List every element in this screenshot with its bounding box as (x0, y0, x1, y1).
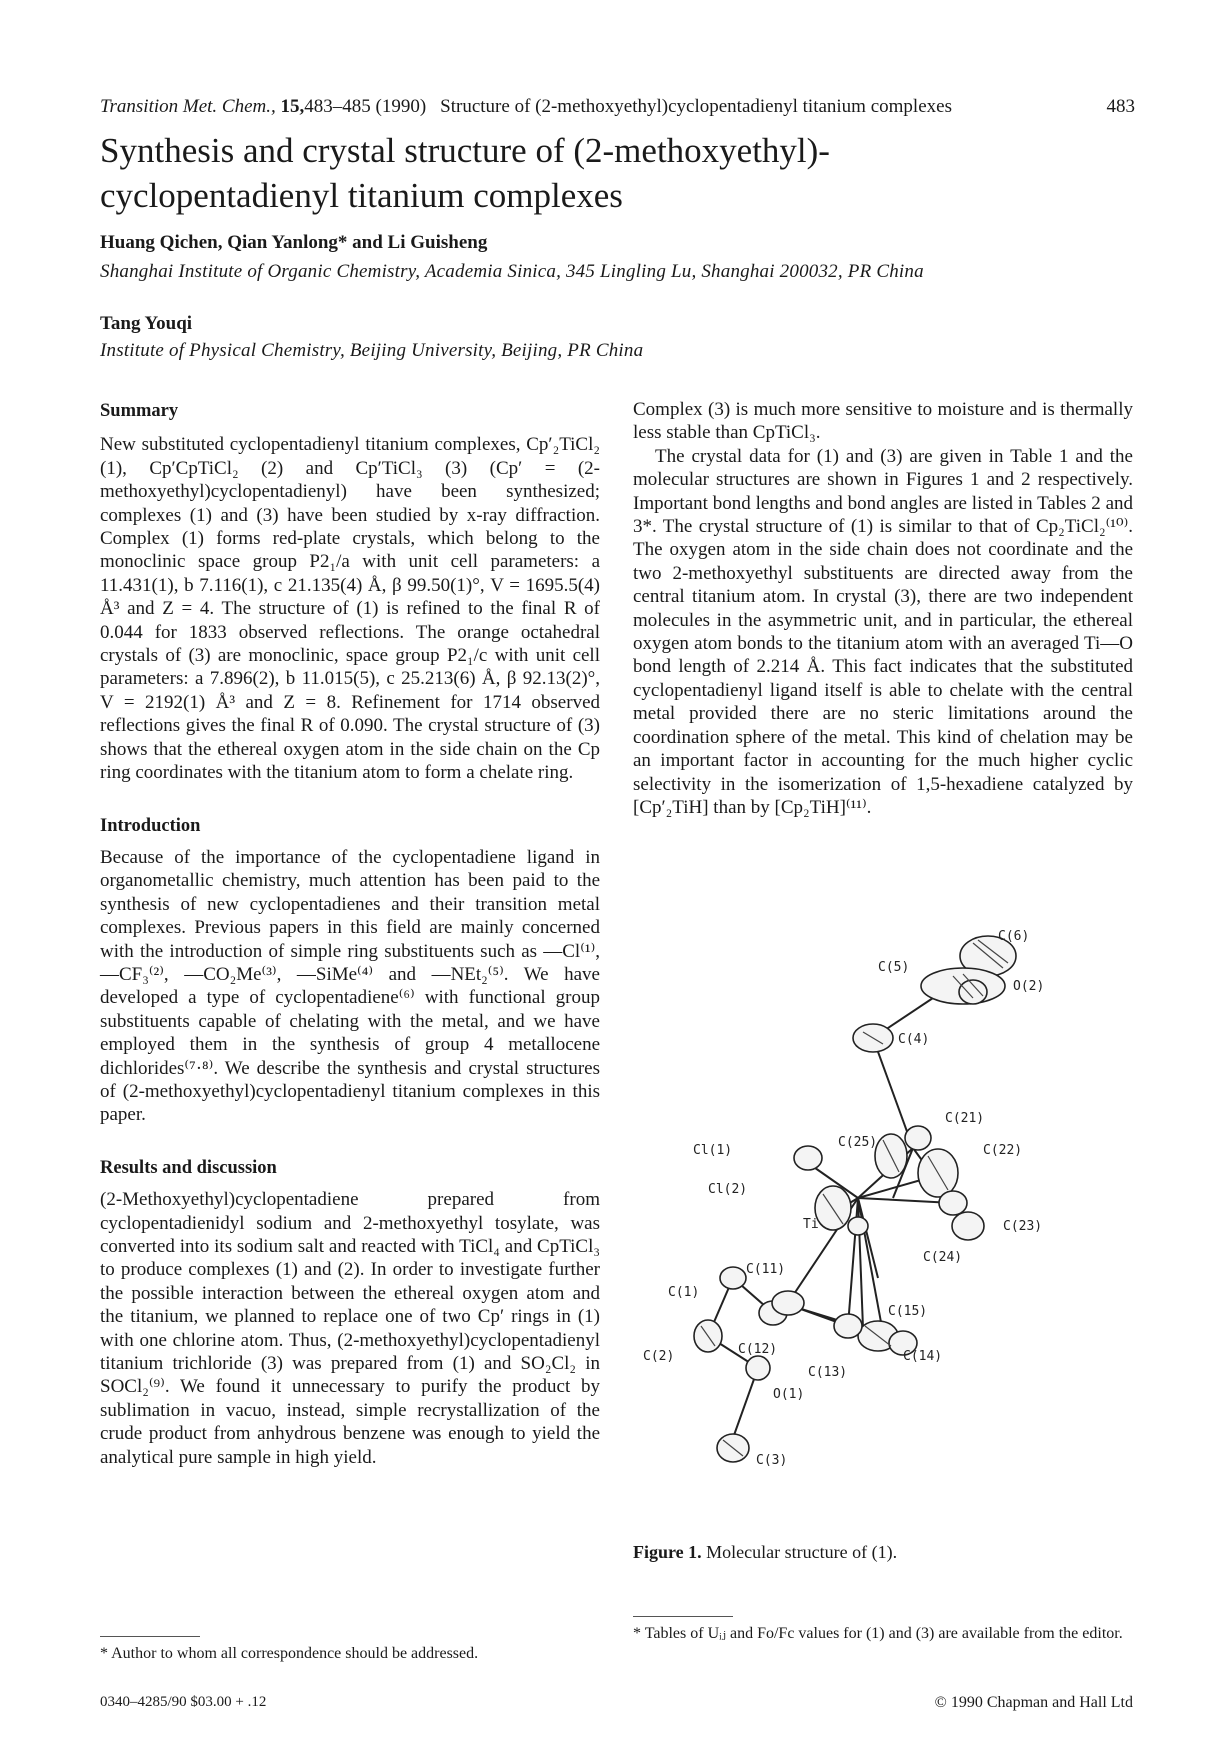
affiliation-secondary: Institute of Physical Chemistry, Beijing University, Beijing, PR China (100, 340, 644, 361)
summary-section (100, 400, 600, 785)
atom-label-cl1: Cl(1) (693, 1143, 733, 1158)
figure-caption-label: Figure 1. (633, 1542, 702, 1562)
summary-heading: Summary (100, 401, 179, 421)
atom-label-c11: C(11) (746, 1262, 786, 1277)
right-paragraph-2: The crystal data for (1) and (3) are given in Table 1 and the molecular structures are shown in Figures 1 and 2 respectively. Important bond lengths and bond angles are listed in Tables 2 and 3*. The crystal structure of (1) is similar to that of Cp₂TiCl₂⁽¹⁰⁾. The oxygen atom in the side chain does not coordinate and the two 2-methoxyethyl substituents are directed away from the central titanium atom. In crystal (3), there are two independent molecules in the asymmetric unit, and in particular, the ethereal oxygen atom bonds to the titanium atom with an averaged Ti—O bond length of 2.214 Å. This fact indicates that the substituted cyclopentadienyl ligand itself is able to chelate with the central metal provided there are no steric limitations around the coordination sphere of the metal. This kind of chelation may be an important factor in accounting for the much higher cyclic selectivity in the isomerization of 1,5-hexadiene catalyzed by [Cp′₂TiH] than by [Cp₂TiH]⁽¹¹⁾. (633, 445, 1133, 818)
running-title: Structure of (2-methoxyethyl)cyclopentadienyl titanium complexes (440, 96, 952, 117)
price-code: 0340–4285/90 $03.00 + .12 (100, 1694, 267, 1710)
footnote-rule-left (100, 1636, 200, 1637)
authors-primary: Huang Qichen, Qian Yanlong* and Li Guisheng (100, 232, 488, 253)
atom-label-c12: C(12) (738, 1342, 778, 1357)
footnote-rule-right (633, 1616, 733, 1617)
footnote-left: * Author to whom all correspondence should be addressed. (100, 1645, 479, 1662)
atom-label-c25: C(25) (838, 1135, 878, 1150)
authors-secondary: Tang Youqi (100, 313, 193, 334)
results-section (100, 1157, 600, 1469)
atom-label-c6: C(6) (998, 929, 1030, 944)
summary-text: New substituted cyclopentadienyl titanium complexes, Cp′₂TiCl₂ (1), Cp′CpTiCl₂ (2) and Cp′TiCl₃ (3) (Cp′ = (2-methoxyethyl)cyclopentadienyl) have been synthesized; complexes (1) and (3) have been studied by x-ray diffraction. Complex (1) forms red-plate crystals, which belong to the monoclinic space group P2₁/a with unit cell parameters: a 11.431(1), b 7.116(1), c 21.135(4) Å, β 99.50(1)°, V = 1695.5(4) Å³ and Z = 4. The structure of (1) is refined to the final R of 0.044 for 1833 observed reflections. The orange octahedral crystals of (3) are monoclinic, space group P2₁/c with unit cell parameters: a 7.896(2), b 11.015(5), c 25.213(6) Å, β 92.13(2)°, V = 2192(1) Å³ and Z = 8. Refinement for 1714 observed reflections gives the final R of 0.090. The crystal structure of (3) shows that the ethereal oxygen atom in the side chain on the Cp ring coordinates with the titanium atom to form a chelate ring. (100, 434, 600, 784)
atom-label-c2: C(2) (643, 1349, 675, 1364)
atom-label-cl2: Cl(2) (708, 1182, 748, 1197)
atom-label-c21: C(21) (945, 1111, 985, 1126)
left-column (100, 400, 600, 1469)
introduction-text: Because of the importance of the cyclopentadiene ligand in organometallic chemistry, much attention has been paid to the synthesis of new cyclopentadienes and their transition metal complexes. Previous papers in this field are mainly concerned with the introduction of simple ring substituents such as —Cl⁽¹⁾, —CF₃⁽²⁾, —CO₂Me⁽³⁾, —SiMe⁽⁴⁾ and —NEt₂⁽⁵⁾. We have developed a type of cyclopentadiene⁽⁶⁾ with functional group substituents capable of chelating with the metal, and we have employed them in the synthesis of group 4 metallocene dichlorides⁽⁷·⁸⁾. We describe the synthesis and crystal structures of (2-methoxyethyl)cyclopentadienyl titanium complexes in this paper. (100, 846, 600, 1126)
atom-label-c3: C(3) (756, 1453, 788, 1468)
journal-pages: 483–485 (1990) (304, 96, 427, 117)
results-heading: Results and discussion (100, 1157, 277, 1178)
atom-label-c14: C(14) (903, 1349, 943, 1364)
right-paragraph-1: Complex (3) is much more sensitive to moisture and is thermally less stable than CpTiCl₃. (633, 399, 1133, 444)
results-text: (2-Methoxyethyl)cyclopentadiene prepared from cyclopentadienidyl sodium and 2-methoxyethyl tosylate, was converted into its sodium salt and reacted with TiCl₄ and CpTiCl₃ to produce complexes (1) and (2). In order to investigate further the possible interaction between the ethereal oxygen atom and the titanium, we planned to replace one of two Cp′ rings in (1) with one chlorine atom. Thus, (2-methoxyethyl)cyclopentadienyl titanium trichloride (3) was prepared from (1) and SO₂Cl₂ in SOCl₂⁽⁹⁾. We found it unnecessary to purify the product by sublimation in vacuo, instead, simple recrystallization of the crude product from anhydrous benzene was enough to yield the analytical pure sample in high yield. (100, 1189, 600, 1468)
introduction-section (100, 815, 600, 1127)
atom-label-o1: O(1) (773, 1387, 805, 1402)
atom-label-ti: Ti (803, 1217, 819, 1232)
journal-name: Transition Met. Chem., (100, 96, 276, 117)
atom-label-c13: C(13) (808, 1365, 848, 1380)
figure-caption-text: Molecular structure of (1). (701, 1542, 898, 1562)
introduction-heading: Introduction (100, 815, 201, 836)
atom-label-c1: C(1) (668, 1285, 700, 1300)
atom-label-c5: C(5) (878, 960, 910, 975)
page-number: 483 (1106, 96, 1135, 117)
right-column (633, 398, 1133, 819)
affiliation-primary: Shanghai Institute of Organic Chemistry, Academia Sinica, 345 Lingling Lu, Shanghai 200032, PR China (100, 261, 924, 282)
atom-label-c23: C(23) (1003, 1219, 1043, 1234)
running-head (100, 96, 1135, 118)
atom-label-c24: C(24) (923, 1250, 963, 1265)
journal-volume: 15, (280, 96, 305, 117)
atom-label-c4: C(4) (898, 1032, 930, 1047)
atom-label-c15: C(15) (888, 1304, 928, 1319)
atom-label-o2: O(2) (1013, 979, 1045, 994)
figure-caption (633, 1542, 897, 1563)
atom-label-c22: C(22) (983, 1143, 1023, 1158)
footnote-right: * Tables of Uᵢⱼ and Fo/Fc values for (1) and (3) are available from the editor. (633, 1625, 1123, 1642)
copyright: © 1990 Chapman and Hall Ltd (934, 1694, 1133, 1711)
molecular-structure-figure (633, 928, 1133, 1528)
ortep-diagram (633, 928, 1133, 1528)
title-line-2: cyclopentadienyl titanium complexes (100, 176, 623, 215)
article-title (100, 128, 1140, 218)
title-line-1: Synthesis and crystal structure of (2-methoxyethyl)- (100, 131, 830, 170)
